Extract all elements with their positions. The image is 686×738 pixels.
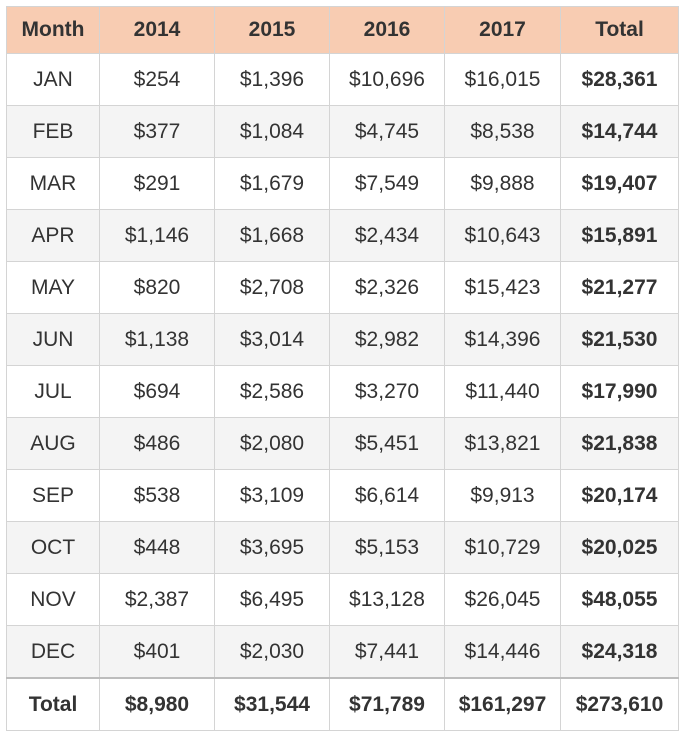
header-row bbox=[7, 7, 679, 54]
header-cell-2016: 2016 bbox=[330, 7, 445, 54]
value-cell-2014: $820 bbox=[100, 262, 215, 314]
value-cell-2016: $10,696 bbox=[330, 54, 445, 106]
header-cell-total: Total bbox=[561, 7, 679, 54]
footer-cell-2014: $8,980 bbox=[100, 678, 215, 731]
value-cell-2014: $1,146 bbox=[100, 210, 215, 262]
value-cell-2017: $10,643 bbox=[445, 210, 561, 262]
value-cell-2014: $1,138 bbox=[100, 314, 215, 366]
value-cell-2017: $9,913 bbox=[445, 470, 561, 522]
row-total-cell: $15,891 bbox=[561, 210, 679, 262]
value-cell-2014: $448 bbox=[100, 522, 215, 574]
value-cell-2016: $6,614 bbox=[330, 470, 445, 522]
table-row bbox=[7, 54, 679, 106]
value-cell-2015: $2,586 bbox=[215, 366, 330, 418]
table-row bbox=[7, 418, 679, 470]
value-cell-2014: $377 bbox=[100, 106, 215, 158]
row-total-cell: $19,407 bbox=[561, 158, 679, 210]
footer-label-cell: Total bbox=[7, 678, 100, 731]
footer-cell-2017: $161,297 bbox=[445, 678, 561, 731]
table-row bbox=[7, 366, 679, 418]
value-cell-2017: $8,538 bbox=[445, 106, 561, 158]
month-cell: MAR bbox=[7, 158, 100, 210]
value-cell-2016: $7,549 bbox=[330, 158, 445, 210]
value-cell-2014: $254 bbox=[100, 54, 215, 106]
value-cell-2016: $5,153 bbox=[330, 522, 445, 574]
value-cell-2016: $3,270 bbox=[330, 366, 445, 418]
value-cell-2017: $14,446 bbox=[445, 626, 561, 679]
value-cell-2015: $3,014 bbox=[215, 314, 330, 366]
row-total-cell: $17,990 bbox=[561, 366, 679, 418]
month-cell: APR bbox=[7, 210, 100, 262]
row-total-cell: $21,277 bbox=[561, 262, 679, 314]
table-body bbox=[7, 54, 679, 679]
footer-row bbox=[7, 678, 679, 731]
month-cell: AUG bbox=[7, 418, 100, 470]
value-cell-2015: $2,030 bbox=[215, 626, 330, 679]
value-cell-2016: $5,451 bbox=[330, 418, 445, 470]
month-cell: OCT bbox=[7, 522, 100, 574]
footer-cell-2016: $71,789 bbox=[330, 678, 445, 731]
footer-cell-2015: $31,544 bbox=[215, 678, 330, 731]
month-cell: JUN bbox=[7, 314, 100, 366]
value-cell-2016: $13,128 bbox=[330, 574, 445, 626]
value-cell-2014: $401 bbox=[100, 626, 215, 679]
value-cell-2015: $1,396 bbox=[215, 54, 330, 106]
row-total-cell: $20,174 bbox=[561, 470, 679, 522]
value-cell-2017: $26,045 bbox=[445, 574, 561, 626]
table-row bbox=[7, 210, 679, 262]
table-row bbox=[7, 158, 679, 210]
header-cell-2017: 2017 bbox=[445, 7, 561, 54]
revenue-table bbox=[6, 6, 679, 731]
row-total-cell: $20,025 bbox=[561, 522, 679, 574]
row-total-cell: $21,530 bbox=[561, 314, 679, 366]
row-total-cell: $21,838 bbox=[561, 418, 679, 470]
table-row bbox=[7, 262, 679, 314]
value-cell-2015: $1,668 bbox=[215, 210, 330, 262]
month-cell: MAY bbox=[7, 262, 100, 314]
month-cell: SEP bbox=[7, 470, 100, 522]
value-cell-2017: $11,440 bbox=[445, 366, 561, 418]
row-total-cell: $48,055 bbox=[561, 574, 679, 626]
table-row bbox=[7, 470, 679, 522]
table-header bbox=[7, 7, 679, 54]
header-cell-2014: 2014 bbox=[100, 7, 215, 54]
value-cell-2014: $2,387 bbox=[100, 574, 215, 626]
table-row bbox=[7, 626, 679, 679]
row-total-cell: $24,318 bbox=[561, 626, 679, 679]
table-row bbox=[7, 574, 679, 626]
value-cell-2015: $3,695 bbox=[215, 522, 330, 574]
footer-grand-total-cell: $273,610 bbox=[561, 678, 679, 731]
header-cell-2015: 2015 bbox=[215, 7, 330, 54]
value-cell-2014: $694 bbox=[100, 366, 215, 418]
month-cell: JAN bbox=[7, 54, 100, 106]
table-footer bbox=[7, 678, 679, 731]
value-cell-2017: $16,015 bbox=[445, 54, 561, 106]
value-cell-2015: $1,679 bbox=[215, 158, 330, 210]
value-cell-2016: $2,982 bbox=[330, 314, 445, 366]
value-cell-2016: $7,441 bbox=[330, 626, 445, 679]
value-cell-2017: $15,423 bbox=[445, 262, 561, 314]
value-cell-2017: $9,888 bbox=[445, 158, 561, 210]
table-row bbox=[7, 106, 679, 158]
value-cell-2017: $10,729 bbox=[445, 522, 561, 574]
table-row bbox=[7, 522, 679, 574]
value-cell-2015: $6,495 bbox=[215, 574, 330, 626]
value-cell-2016: $4,745 bbox=[330, 106, 445, 158]
month-cell: FEB bbox=[7, 106, 100, 158]
month-cell: DEC bbox=[7, 626, 100, 679]
row-total-cell: $28,361 bbox=[561, 54, 679, 106]
value-cell-2015: $2,708 bbox=[215, 262, 330, 314]
month-cell: NOV bbox=[7, 574, 100, 626]
value-cell-2014: $291 bbox=[100, 158, 215, 210]
row-total-cell: $14,744 bbox=[561, 106, 679, 158]
month-cell: JUL bbox=[7, 366, 100, 418]
value-cell-2017: $13,821 bbox=[445, 418, 561, 470]
value-cell-2014: $486 bbox=[100, 418, 215, 470]
value-cell-2015: $1,084 bbox=[215, 106, 330, 158]
header-cell-month: Month bbox=[7, 7, 100, 54]
value-cell-2015: $3,109 bbox=[215, 470, 330, 522]
value-cell-2016: $2,326 bbox=[330, 262, 445, 314]
table-row bbox=[7, 314, 679, 366]
value-cell-2017: $14,396 bbox=[445, 314, 561, 366]
value-cell-2014: $538 bbox=[100, 470, 215, 522]
value-cell-2016: $2,434 bbox=[330, 210, 445, 262]
value-cell-2015: $2,080 bbox=[215, 418, 330, 470]
